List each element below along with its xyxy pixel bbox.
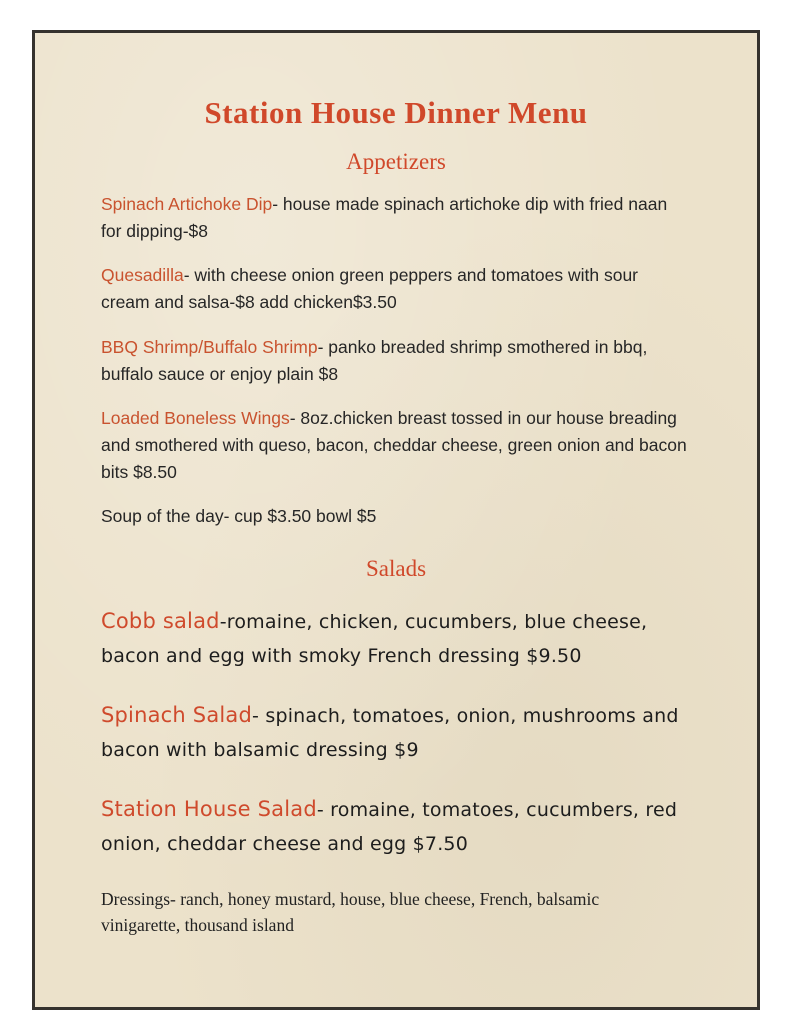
item-description: - 8oz.chicken breast tossed in our house breading and smothered with queso, bacon, cheddar cheese, green onion and bacon bits $8.50 [101,407,687,482]
item-name: Spinach Artichoke Dip [101,194,273,214]
section-heading-appetizers: Appetizers [346,149,446,174]
item-name: Spinach Salad [101,703,253,728]
menu-item [101,262,691,316]
menu-content [35,33,757,939]
menu-item [101,334,691,388]
menu-title: Station House Dinner Menu [204,95,588,130]
item-name: BBQ Shrimp/Buffalo Shrimp [101,336,318,357]
item-description: - with cheese onion green peppers and tomatoes with sour cream and salsa-$8 add chicken$3.50 [101,265,639,313]
menu-item [101,191,691,245]
dressings-note: Dressings- ranch, honey mustard, house, blue cheese, French, balsamic vinigarette, thousand island [101,889,600,936]
item-description: - panko breaded shrimp smothered in bbq, buffalo sauce or enjoy plain $8 [101,336,648,384]
menu-item [101,792,691,860]
menu-item [101,604,691,672]
menu-item [101,405,691,486]
menu-item [101,503,691,530]
section-heading-salads: Salads [365,556,427,582]
item-description: - house made spinach artichoke dip with fried naan for dipping-$8 [101,194,668,242]
item-description: - spinach, tomatoes, onion, mushrooms and bacon with balsamic dressing $9 [101,705,679,761]
item-name: Soup of the day [101,506,224,527]
item-description: -romaine, chicken, cucumbers, blue cheese, bacon and egg with smoky French dressing $9.50 [101,611,648,667]
item-name: Station House Salad [101,797,317,822]
item-description: - cup $3.50 bowl $5 [223,506,377,527]
item-name: Quesadilla [101,265,184,286]
menu-border-frame [32,30,760,1010]
item-description: - romaine, tomatoes, cucumbers, red onion, cheddar cheese and egg $7.50 [101,799,678,855]
item-name: Cobb salad [101,609,220,634]
menu-item [101,698,691,766]
item-name: Loaded Boneless Wings [101,407,290,428]
